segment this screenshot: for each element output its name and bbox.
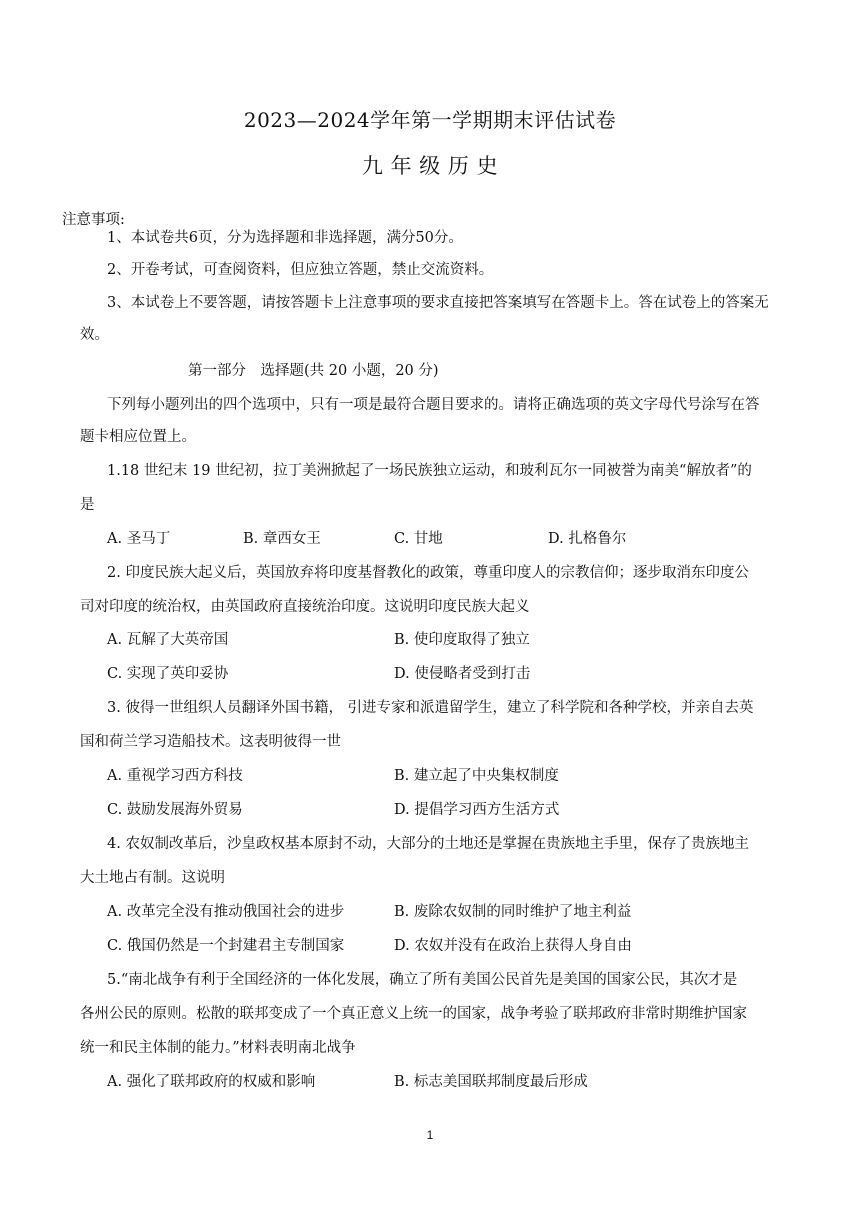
question-4-text-cont: 大土地占有制。这说明	[80, 870, 225, 886]
question-3-option-a: A. 重视学习西方科技	[107, 768, 243, 784]
question-1-text: 1.18 世纪末 19 世纪初，拉丁美洲掀起了一场民族独立运动，和玻利瓦尔一同被誉为南美“解放者”的	[107, 463, 752, 479]
question-4-option-d: D. 农奴并没有在政治上获得人身自由	[394, 938, 632, 954]
question-2-option-a: A. 瓦解了大英帝国	[107, 632, 229, 648]
question-3-option-b: B. 建立起了中央集权制度	[394, 768, 559, 784]
question-4-option-b: B. 废除农奴制的同时维护了地主利益	[394, 904, 632, 920]
question-5-text: 5.“南北战争有利于全国经济的一体化发展，确立了所有美国公民首先是美国的国家公民，其次才是	[107, 972, 738, 988]
question-4-text: 4. 农奴制改革后，沙皇政权基本原封不动，大部分的土地还是掌握在贵族地主手里，保存了贵族地主	[107, 836, 749, 852]
question-1-option-d: D. 扎格鲁尔	[548, 531, 627, 547]
exam-title: 2023—2024学年第一学期期末评估试卷	[243, 108, 617, 132]
question-2-text: 2. 印度民族大起义后，英国放弃将印度基督教化的政策，尊重印度人的宗教信仰；逐步取消东印度公	[107, 565, 749, 581]
notice-item-2: 2、开卷考试，可查阅资料，但应独立答题，禁止交流资料。	[107, 262, 494, 278]
question-2-option-c: C. 实现了英印妥协	[107, 666, 229, 682]
notice-item-3-line2: 效。	[80, 327, 109, 343]
question-1-option-a: A. 圣马丁	[107, 531, 171, 547]
notice-item-1: 1、本试卷共6页，分为选择题和非选择题，满分50分。	[107, 230, 463, 246]
exam-subtitle: 九 年 级 历 史	[361, 154, 499, 178]
question-2-option-d: D. 使侵略者受到打击	[394, 666, 531, 682]
question-4-option-a: A. 改革完全没有推动俄国社会的进步	[107, 904, 345, 920]
question-1-text-cont: 是	[80, 497, 95, 513]
question-5-option-b: B. 标志美国联邦制度最后形成	[394, 1074, 588, 1090]
section-instruction-line2: 题卡相应位置上。	[80, 429, 196, 445]
notice-heading: 注意事项:	[62, 212, 125, 228]
question-5-text-cont1: 各州公民的原则。松散的联邦变成了一个真正意义上统一的国家，战争考验了联邦政府非常时期维护国家	[80, 1006, 747, 1022]
question-5-option-a: A. 强化了联邦政府的权威和影响	[107, 1074, 316, 1090]
page-number: 1	[426, 1128, 434, 1142]
question-5-text-cont2: 统一和民主体制的能力。”材料表明南北战争	[80, 1040, 356, 1056]
question-3-text: 3. 彼得一世组织人员翻译外国书籍， 引进专家和派遣留学生，建立了科学院和各种学校，并亲自去英	[107, 700, 754, 716]
question-4-option-c: C. 俄国仍然是一个封建君主专制国家	[107, 938, 345, 954]
question-1-option-b: B. 章西女王	[243, 531, 321, 547]
question-3-option-d: D. 提倡学习西方生活方式	[394, 802, 560, 818]
question-1-option-c: C. 甘地	[394, 531, 443, 547]
section-instruction-line1: 下列每小题列出的四个选项中，只有一项是最符合题目要求的。请将正确选项的英文字母代号涂写在答	[107, 397, 760, 413]
section-heading: 第一部分 选择题(共 20 小题，20 分)	[188, 363, 439, 379]
notice-item-3-line1: 3、本试卷上不要答题，请按答题卡上注意事项的要求直接把答案填写在答题卡上。答在试卷上的答案无	[107, 295, 769, 311]
question-3-option-c: C. 鼓励发展海外贸易	[107, 802, 243, 818]
question-3-text-cont: 国和荷兰学习造船技术。这表明彼得一世	[80, 734, 341, 750]
question-2-text-cont: 司对印度的统治权，由英国政府直接统治印度。这说明印度民族大起义	[80, 599, 530, 615]
question-2-option-b: B. 使印度取得了独立	[394, 632, 530, 648]
